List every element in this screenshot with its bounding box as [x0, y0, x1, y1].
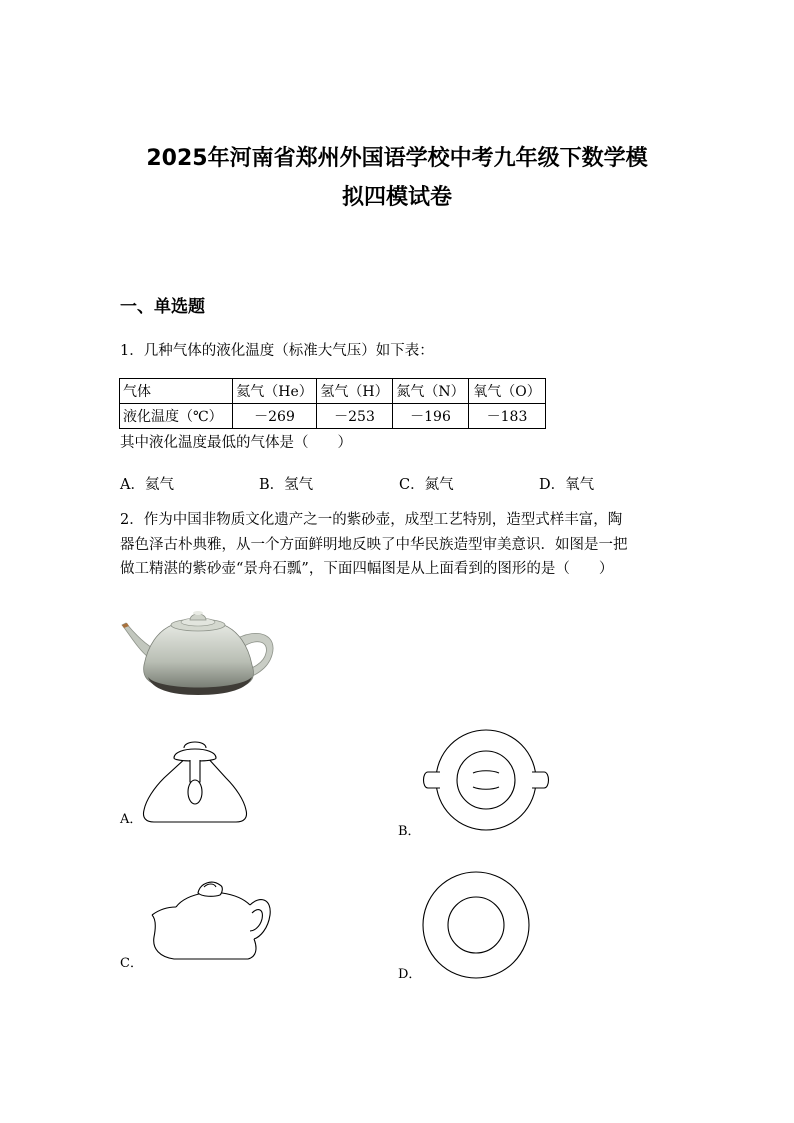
option-c-figure: [150, 877, 272, 967]
table-cell: 气体: [120, 379, 233, 404]
table-cell: 氮气（N）: [393, 379, 469, 404]
teapot-image: [118, 605, 280, 697]
q2-option-a-label[interactable]: A．: [120, 812, 143, 827]
q2-stem-line-2: 器色泽古朴典雅，从一个方面鲜明地反映了中华民族造型审美意识．如图是一把: [120, 537, 628, 553]
q1-option-b[interactable]: B．氢气: [259, 477, 314, 493]
q1-option-a[interactable]: A．氦气: [120, 477, 174, 493]
gas-table: [119, 378, 546, 429]
q1-option-c[interactable]: C．氮气: [399, 477, 454, 493]
q1-stem: 1．几种气体的液化温度（标准大气压）如下表：: [120, 343, 434, 359]
table-cell: 氧气（O）: [469, 379, 546, 404]
table-cell: －183: [469, 404, 546, 429]
q2-stem-line-1: 2．作为中国非物质文化遗产之一的紫砂壶，成型工艺特别，造型式样丰富，陶: [120, 512, 623, 528]
option-b-figure: [420, 728, 552, 832]
section-heading: 一、单选题: [120, 297, 205, 317]
q1-question: 其中液化温度最低的气体是（ ）: [120, 435, 352, 451]
table-cell: 氦气（He）: [233, 379, 317, 404]
table-row: [120, 404, 546, 429]
table-cell: －196: [393, 404, 469, 429]
option-d-figure: [421, 870, 531, 980]
table-cell: 液化温度（℃）: [120, 404, 233, 429]
q2-option-d-label[interactable]: D．: [398, 967, 422, 982]
page-title-line-1: 2025年河南省郑州外国语学校中考九年级下数学模: [146, 146, 648, 171]
table-cell: －253: [317, 404, 393, 429]
q2-stem-line-3: 做工精湛的紫砂壶“景舟石瓢”，下面四幅图是从上面看到的图形的是（ ）: [120, 561, 614, 577]
table-cell: 氢气（H）: [317, 379, 393, 404]
q2-option-c-label[interactable]: C．: [120, 956, 143, 971]
table-cell: －269: [233, 404, 317, 429]
page-title-line-2: 拟四模试卷: [341, 185, 452, 210]
q1-option-d[interactable]: D．氧气: [539, 477, 595, 493]
table-header-row: [120, 379, 546, 404]
q2-option-b-label[interactable]: B．: [398, 824, 421, 839]
option-a-figure: [140, 742, 250, 824]
